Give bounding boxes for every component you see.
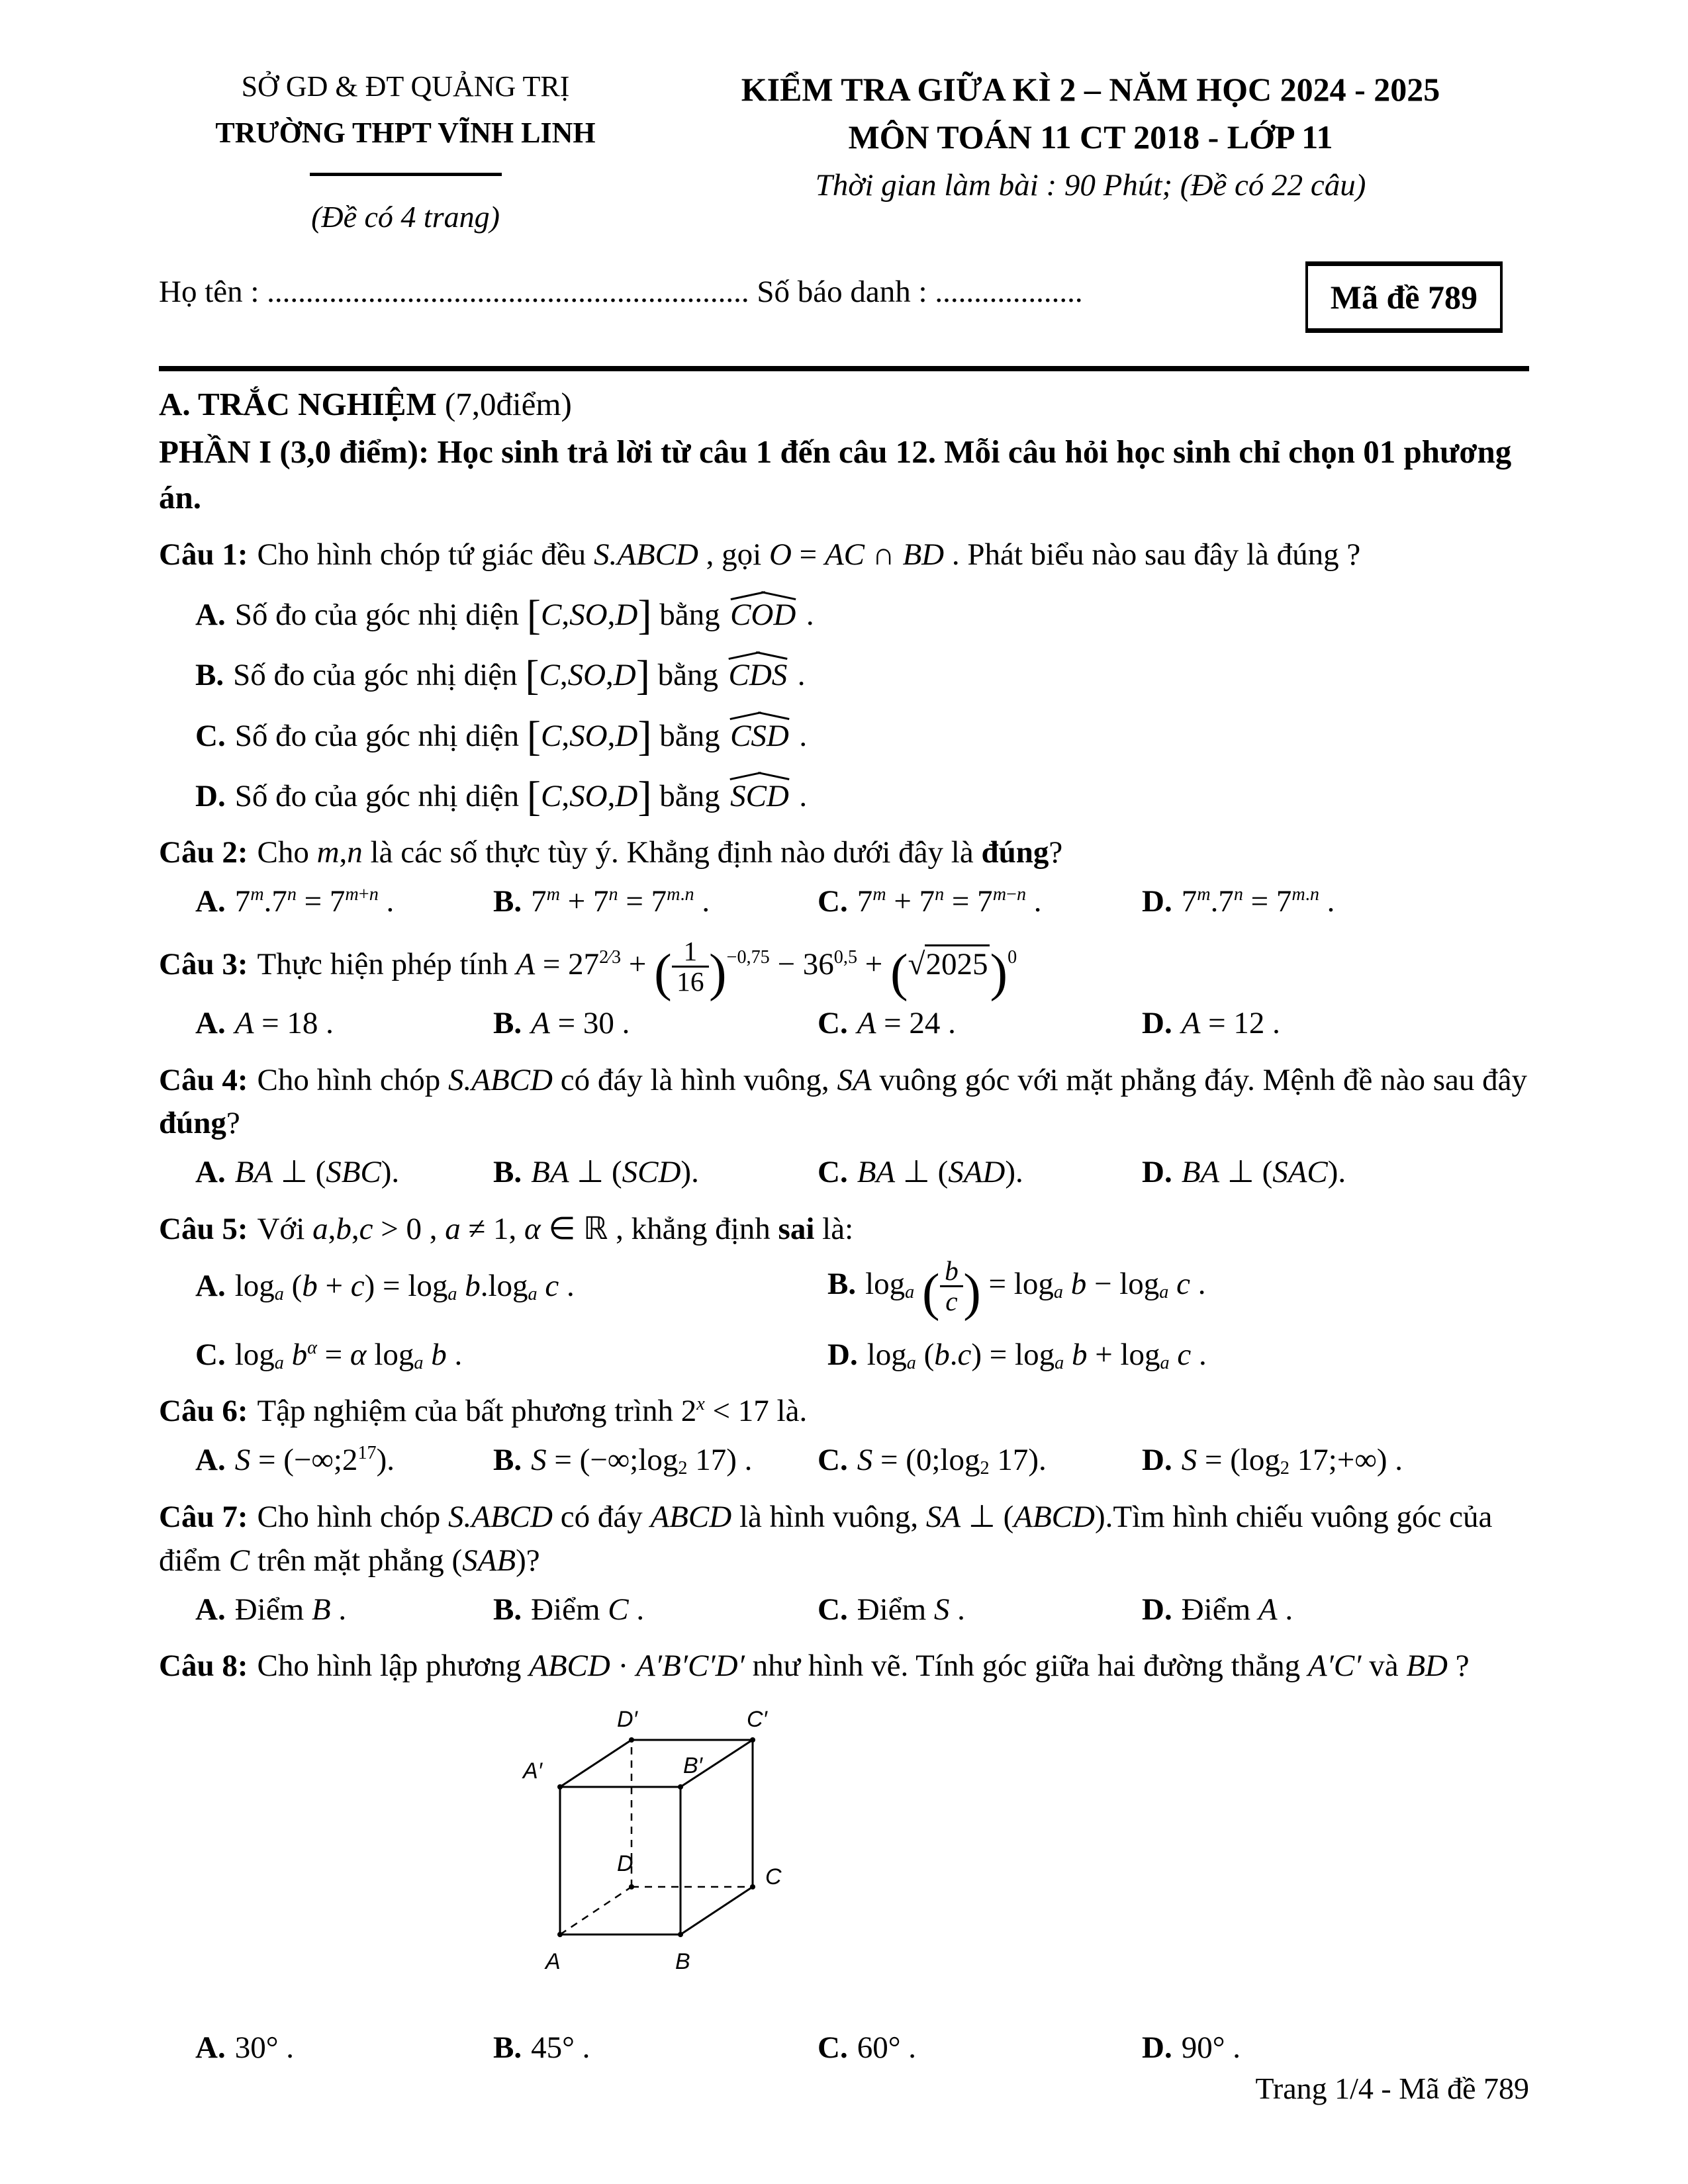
option-text: $7^m + 7^n = 7^{m.n}$ . bbox=[531, 884, 710, 919]
question-8 bbox=[159, 1645, 1529, 1688]
vertex-label-C: C bbox=[765, 1864, 782, 1890]
question-4 bbox=[159, 1059, 1529, 1146]
option-text: BA ⊥ (SCD). bbox=[531, 1155, 699, 1190]
option-3-c: C. A = 24 . bbox=[818, 1005, 956, 1040]
option-text: 90° . bbox=[1181, 2030, 1241, 2066]
student-name-line: Họ tên : .............................................................. bbox=[159, 274, 749, 309]
vertex-label-C-prime: C′ bbox=[747, 1707, 767, 1733]
option-4-d: D. BA ⊥ (SAC). bbox=[1142, 1155, 1346, 1190]
vertex-label-D: D bbox=[617, 1851, 633, 1877]
option-4-c: C. BA ⊥ (SAD). bbox=[818, 1155, 1023, 1190]
option-text: BA ⊥ (SAC). bbox=[1181, 1155, 1346, 1190]
option-text: A = 30 . bbox=[531, 1005, 630, 1040]
header-left-block bbox=[159, 66, 652, 239]
question-8-options bbox=[195, 2026, 1529, 2070]
page-footer: Trang 1/4 - Mã đề 789 bbox=[1255, 2071, 1529, 2105]
exam-duration: Thời gian làm bài : 90 Phút; (Đề có 22 câu) bbox=[815, 168, 1366, 203]
option-text: A = 24 . bbox=[857, 1005, 956, 1040]
question-3 bbox=[159, 936, 1529, 1002]
option-text: $S = (-\infty;\log_2$ 17) . bbox=[531, 1443, 753, 1479]
option-8-a: A. 30° . bbox=[195, 2030, 294, 2066]
option-5-c: C. $\log_a b^\alpha = \alpha$ $\log_a b$ . bbox=[195, 1337, 463, 1373]
vertex-label-B-prime: B′ bbox=[683, 1753, 703, 1779]
option-text: $\log_a (b + c) = \log_a b.\log_a$ c . bbox=[234, 1268, 575, 1305]
question-5-options bbox=[195, 1257, 1529, 1377]
option-7-a: A. Điểm B . bbox=[195, 1592, 347, 1627]
question-3-options bbox=[195, 1002, 1529, 1046]
question-4-options bbox=[195, 1151, 1529, 1195]
question-1-options bbox=[159, 586, 1529, 818]
option-2-b: B. $7^m + 7^n = 7^{m.n}$ . bbox=[493, 884, 710, 919]
option-3-d: D. A = 12 . bbox=[1142, 1005, 1280, 1040]
question-6-options bbox=[195, 1439, 1529, 1482]
option-text: BA ⊥ (SAD). bbox=[857, 1155, 1023, 1190]
option-4-b: B. BA ⊥ (SCD). bbox=[493, 1155, 699, 1190]
option-8-d: D. 90° . bbox=[1142, 2030, 1241, 2066]
option-6-d: D. $S = (\log_2$ 17;+∞) . bbox=[1142, 1443, 1403, 1479]
question-7-stem: Cho hình chóp S.ABCD có đáy ABCD là hình vuông, SA ⊥ (ABCD).Tìm hình chiếu vuông góc của điểm C trên mặt phẳng (SAB)? bbox=[159, 1500, 1493, 1578]
question-2-label: Câu 2: bbox=[159, 835, 248, 870]
option-text: $\log_a (b.c) = \log_a b + \log_a c$ . bbox=[867, 1337, 1207, 1373]
option-7-c: C. Điểm S . bbox=[818, 1592, 965, 1627]
option-8-b: B. 45° . bbox=[493, 2030, 590, 2066]
option-7-b: B. Điểm C . bbox=[493, 1592, 645, 1627]
question-3-stem: Thực hiện phép tính $A = 27^{2⁄3}$ + ( $\frac{1}{16}$ )$^{-0,75} - 36^{0,5} + (√2025)^0$ bbox=[257, 936, 1017, 1002]
question-6-stem: Tập nghiệm của bất phương trình $2^x < 17$ là. bbox=[257, 1394, 808, 1429]
option-5-a: A. $\log_a (b + c) = \log_a b.\log_a$ c . bbox=[195, 1268, 575, 1305]
option-text: Số đo của góc nhị diện [C,SO,D] bằng COD . bbox=[235, 598, 814, 632]
question-6 bbox=[159, 1390, 1529, 1433]
option-1-a: A. Số đo của góc nhị diện [C,SO,D] bằng COD . bbox=[195, 586, 1529, 637]
school-name: TRƯỜNG THPT VĨNH LINH bbox=[215, 116, 596, 149]
question-5-stem: Với a,b,c > 0 , a ≠ 1, α ∈ ℝ , khẳng định sai là: bbox=[257, 1212, 854, 1247]
header-short-divider bbox=[310, 173, 502, 176]
cube-edges-solid bbox=[560, 1740, 753, 1934]
option-6-a: A. $S = (-\infty;2^{17})$. bbox=[195, 1443, 395, 1478]
option-text: 30° . bbox=[234, 2030, 294, 2066]
option-4-a: A. BA ⊥ (SBC). bbox=[195, 1155, 400, 1190]
vertex-label-A: A bbox=[545, 1949, 561, 1975]
exam-title: KIỂM TRA GIỮA KÌ 2 – NĂM HỌC 2024 - 2025 bbox=[741, 71, 1440, 108]
option-text: BA ⊥ (SBC). bbox=[234, 1155, 400, 1190]
student-id-line: Số báo danh : ................... bbox=[749, 274, 1083, 309]
question-2 bbox=[159, 831, 1529, 875]
question-1-label: Câu 1: bbox=[159, 537, 248, 572]
question-8-stem: Cho hình lập phương ABCD · A′B′C′D′ như hình vẽ. Tính góc giữa hai đường thẳng A′C′ và BD ? bbox=[257, 1649, 1470, 1684]
option-text: 45° . bbox=[531, 2030, 590, 2066]
question-4-label: Câu 4: bbox=[159, 1062, 248, 1097]
option-5-d: D. $\log_a (b.c) = \log_a b + \log_a c$ . bbox=[827, 1337, 1207, 1373]
option-text: $S = (\log_2$ 17;+∞) . bbox=[1181, 1443, 1403, 1479]
option-2-c: C. $7^m + 7^n = 7^{m-n}$ . bbox=[818, 884, 1042, 919]
option-text: $S = (0;\log_2$ 17). bbox=[857, 1443, 1047, 1479]
option-text: Số đo của góc nhị diện [C,SO,D] bằng SCD . bbox=[235, 779, 807, 813]
part1-intro: PHẦN I (3,0 điểm): Học sinh trả lời từ câu 1 đến câu 12. Mỗi câu hỏi học sinh chỉ chọn 01 phương án. bbox=[159, 433, 1512, 516]
question-3-label: Câu 3: bbox=[159, 946, 248, 981]
option-text: 60° . bbox=[857, 2030, 916, 2066]
question-8-label: Câu 8: bbox=[159, 1649, 248, 1684]
option-3-b: B. A = 30 . bbox=[493, 1005, 630, 1040]
option-text: Điểm A . bbox=[1181, 1592, 1293, 1627]
section-a-title-bold: A. TRẮC NGHIỆM bbox=[159, 385, 437, 422]
option-6-c: C. $S = (0;\log_2$ 17). bbox=[818, 1443, 1047, 1479]
option-text: $7^m.7^n = 7^{m.n}$ . bbox=[1181, 884, 1335, 919]
option-text: Điểm S . bbox=[857, 1592, 965, 1627]
vertex-label-A-prime: A′ bbox=[523, 1758, 543, 1784]
option-text: $7^m.7^n = 7^{m+n}$ . bbox=[234, 884, 395, 919]
option-text: Điểm B . bbox=[234, 1592, 347, 1627]
option-text: $\log_a b^\alpha = \alpha$ $\log_a b$ . bbox=[234, 1337, 463, 1373]
question-6-label: Câu 6: bbox=[159, 1394, 248, 1429]
section-a-title bbox=[159, 382, 1529, 428]
option-text: $7^m + 7^n = 7^{m-n}$ . bbox=[857, 884, 1042, 919]
identity-row bbox=[159, 271, 1529, 357]
department-name: SỞ GD & ĐT QUẢNG TRỊ bbox=[241, 70, 570, 103]
question-5 bbox=[159, 1208, 1529, 1251]
option-5-b: B. $\log_a$ ( $\frac{b}{c}$ ) = $\log_a b - \log_a c$ . bbox=[827, 1255, 1206, 1322]
option-text: Điểm C . bbox=[531, 1592, 645, 1627]
exam-header bbox=[159, 66, 1529, 239]
option-2-d: D. $7^m.7^n = 7^{m.n}$ . bbox=[1142, 884, 1335, 919]
question-1 bbox=[159, 533, 1529, 577]
question-4-stem: Cho hình chóp S.ABCD có đáy là hình vuông, SA vuông góc với mặt phẳng đáy. Mệnh đề nào sau đây đúng? bbox=[159, 1062, 1527, 1141]
header-right-block bbox=[652, 66, 1529, 239]
exam-code-box: Mã đề 789 bbox=[1305, 261, 1503, 333]
option-6-b: B. $S = (-\infty;\log_2$ 17) . bbox=[493, 1443, 753, 1479]
vertex-label-D-prime: D′ bbox=[617, 1707, 637, 1733]
cube-vertices bbox=[557, 1737, 755, 1937]
section-divider bbox=[159, 366, 1529, 371]
question-1-stem: Cho hình chóp tứ giác đều S.ABCD , gọi O = AC ∩ BD . Phát biểu nào sau đây là đúng ? bbox=[257, 537, 1361, 572]
section-a-title-points: (7,0điểm) bbox=[436, 385, 572, 422]
option-text: A = 18 . bbox=[234, 1005, 334, 1040]
option-text: $\log_a$ ( $\frac{b}{c}$ ) = $\log_a b - \log_a c$ . bbox=[865, 1255, 1206, 1322]
option-3-a: A. A = 18 . bbox=[195, 1005, 334, 1040]
cube-figure-wrapper bbox=[516, 1706, 1529, 2003]
question-7-options bbox=[195, 1588, 1529, 1632]
option-text: Số đo của góc nhị diện [C,SO,D] bằng CSD . bbox=[235, 719, 807, 753]
option-text: Số đo của góc nhị diện [C,SO,D] bằng CDS . bbox=[233, 658, 805, 692]
option-1-b: B. Số đo của góc nhị diện [C,SO,D] bằng CDS . bbox=[195, 647, 1529, 698]
question-7 bbox=[159, 1496, 1529, 1583]
page-count-note: (Đề có 4 trang) bbox=[311, 200, 500, 234]
question-2-stem: Cho m,n là các số thực tùy ý. Khẳng định nào dưới đây là đúng? bbox=[257, 835, 1063, 870]
option-8-c: C. 60° . bbox=[818, 2030, 916, 2066]
option-text: $S = (-\infty;2^{17})$. bbox=[234, 1443, 395, 1478]
exam-subject: MÔN TOÁN 11 CT 2018 - LỚP 11 bbox=[848, 118, 1333, 156]
question-2-options bbox=[195, 880, 1529, 924]
question-5-label: Câu 5: bbox=[159, 1212, 248, 1247]
option-1-d: D. Số đo của góc nhị diện [C,SO,D] bằng SCD . bbox=[195, 767, 1529, 818]
vertex-label-B: B bbox=[675, 1949, 690, 1975]
question-7-label: Câu 7: bbox=[159, 1500, 248, 1535]
option-7-d: D. Điểm A . bbox=[1142, 1592, 1293, 1627]
option-1-c: C. Số đo của góc nhị diện [C,SO,D] bằng CSD . bbox=[195, 707, 1529, 758]
option-2-a: A. $7^m.7^n = 7^{m+n}$ . bbox=[195, 884, 395, 919]
cube-figure bbox=[516, 1706, 801, 1990]
option-text: A = 12 . bbox=[1181, 1005, 1280, 1040]
